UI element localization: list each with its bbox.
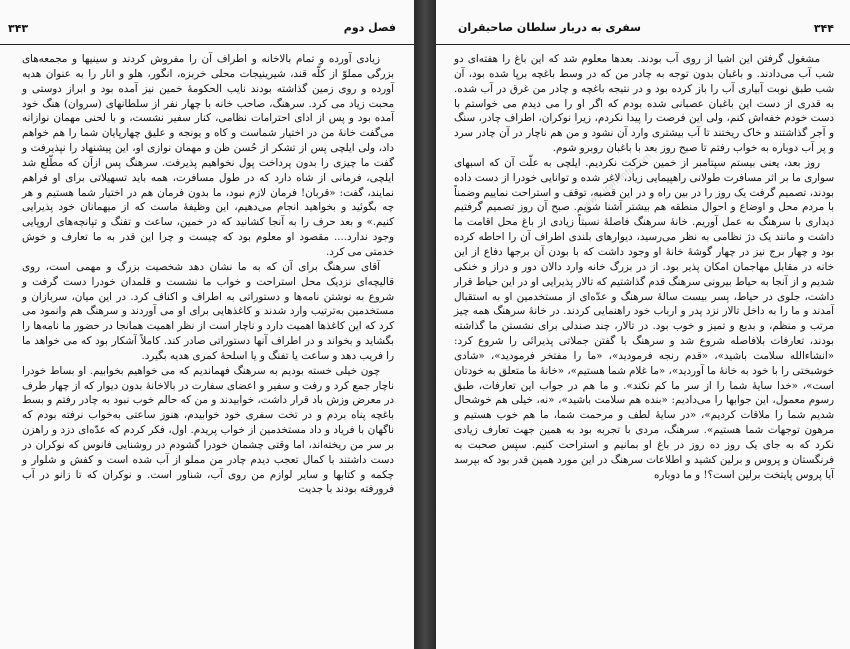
page-header — [436, 0, 850, 45]
page-body — [22, 52, 394, 497]
left-page — [0, 0, 414, 649]
paragraph: مشغول گرفتن این اشیا از روی آب بودند. بعدها معلوم شد که این باغ را هفته‌ای دو شب آب می‌دادند. و باغبان بدون توجه به چادر من که در وسط باغچه برپا شده بود، آن شب طبق نوبت آبیاری آب را باز کرده بود و در نتیجه باغچه و چادر من غرق در آب شده. به قدری از دست این باغبان عصبانی شده بودم که اگر او را می دیدم می خواستم با دست خودم خفه‌اش کنم، ولی این فرصت را پیدا نکردم، زیرا نوکران، اطراف چادر، سنگ و آجر گذاشتند و خاک ریختند تا آب بیشتری وارد آن نشود و من هم ناچار در آن چادر سرد و پر آب دوباره به خواب رفتم تا صبح روز بعد با باغبان روبرو شوم. — [454, 53, 834, 155]
book-gutter — [414, 0, 436, 649]
right-page — [436, 0, 850, 649]
paragraph: آقای سرهنگ برای آن که به ما نشان دهد شخصیت بزرگ و مهمی است، روی قالیچه‌ای نزدیک محل استراحت و خواب ما نشست و قلمدان خودرا دست گرفت و شروع به نوشتن نامه‌ها و دستوراتی به اطراف و اکناف کرد. در این میان، سربازان و مستخدمین به‌ترتیب وارد شدند و کاغذهایی برای او می آوردند و سرهنگ هم وانمود می کرد که این کاغذها اهمیت دارد و ناچار است از نظر اهمیت همانجا در حضور ما نامه‌ها را بگشاید و بخواند و در اطراف آنها دستوراتی صادر کند. کاملاً آشکار بود که می خواهد ما را فریب دهد و ساعت یا تفنگ و یا اسلحهٔ کمری هدیه بگیرد. — [22, 260, 394, 362]
watermark: www.iran-info.com — [581, 151, 654, 211]
page-header — [0, 0, 414, 45]
page-number: ۳۴۳ — [8, 22, 29, 35]
running-title: سفری به دربار سلطان صاحبقران — [458, 21, 641, 34]
page-body — [454, 52, 834, 482]
page-number: ۳۴۴ — [813, 22, 834, 35]
paragraph: زیادی آورده و تمام بالاخانه و اطراف آن را مفروش کردند و سینیها و مجمعه‌های بزرگی مملوّ از کلّه قند، شیرینیجات محلی خربزه، انگور، هلو و انار را به عنوان هدیه آورده و روی زمین گذاشته بودند نایب الحکومهٔ خمین نیز آمده بود و ابراز دوستی و محبت زیاد می کرد. سرهنگ، صاحب خانه با چهار نفر از سلطانهای (سروان) هنگ خود آمده بود و پس از ادای احترامات نظامی، کنار سفیر نشست، و با لحنی مهمان نوازانه می‌گفت خانهٔ من در اختیار شماست و کاه و یونجه و علیق چهارپایان شما را هم خواهم داد، ولی ایلچی پس از تشکر از حُسن ظن و مهمان نوازی او، این پیشنهاد را نپذیرفت و گفت ما چیزی را بدون پرداخت پول نخواهیم پذیرفت. سرهنگ پس ازآن که مطّلع شد ایلچی، فرمانی از شاه دارد که در طول مسافرت، همه باید تسهیلاتی برای او فراهم نمایند، گفت: «قربان! فرمان لازم نبود، ما بدون فرمان هم در اختیار شما هستیم و هر چه بگوئید و بخواهید انجام می‌دهیم، این وظیفهٔ ماست که از میهمانان خود پذیرایی کنیم.» و بعد حرف را به آنجا کشانید که در خمین، ساعت و تفنگ و تپانچه‌های اروپایی وجود ندارد.... مقصود او معلوم بود که چیست و چرا این قدر به ما تعارف و خوش خدمتی می کرد. — [22, 53, 394, 258]
paragraph: چون خیلی خسته بودیم به سرهنگ فهماندیم که می خواهیم بخوابیم. او بساط خودرا ناچار جمع کرد و رفت و سفیر و اعضای سفارت در بالاخانهٔ بدون دیوار که از چهار طرف در معرض وزش باد قرار داشت، خوابیدند و من که حالم خوب نبود به چادر رفتم و بسط باغچه پناه بردم و در تخت سفری خود خوابیدم، هنوز ساعتی به‌خواب نرفته بودم که ناگهان با فریاد و داد مستخدمین از خواب پریدم. اول، فکر کردم که عدّه‌ای دزد و راهزن بر سر من ریخته‌اند، اما وقتی چشمان خودرا گشودم در روشنایی فانوس که نوکران در دست داشتند با کمال تعجب دیدم چادر من مملو از آب شده است و کفش و شلوار و چکمه و کتابها و سایر لوازم من روی آب، شناور است. و نوکران که تا زانو در آب فرورفته بودند با جدیت — [22, 364, 394, 496]
paragraph: روز بعد، یعنی بیستم سپتامبر از خمین حرکت نکردیم. ایلچی به علّت آن که اسبهای سواری ما بر اثر مسافرت طولانی راهپیمایی زیاد، لاغر شده و توانایی خودرا از دست داده بودند، تصمیم گرفت یک روز را در بین راه و در این قصبه، توقف و استراحت نماییم وضمناً با مردم محل و اوضاع و احوال منطقه هم بیشتر آشنا شویم. صبح آن روز تصمیم گرفتیم دیداری با سرهنگ به عمل آوریم. خانهٔ سرهنگ فاصلهٔ نسبتاً زیادی از باغ محل اقامت ما داشت و مانند یک دژ نظامی به نظر می‌رسید، دیوارهای بلندی اطراف آن را احاطه کرده بود و چهار برج نیز در چهار گوشهٔ خانهٔ او وجود داشت که با بودن آن برجها دفاع از این خانه در مقابل مهاجمان امکان پذیر بود. از در بزرگ خانه وارد دالان دور و دراز و خنکی شدیم و از آنجا به حیاط بیرونی سرهنگ قدم گذاشتیم که تالار پذیرایی او در این حیاط قرار داشت، جلوی در حیاط، پسر بیست سالهٔ سرهنگ و عدّه‌ای از مستخدمین او به استقبال آمدند و ما را به داخل تالار نزد پدر و ارباب خود راهنمایی کردند. در خانهٔ سرهنگ همه چیز مرتب و منظم، و بدیع و تمیز و خوب بود. در تالار، چند صندلی برای نشستن ما گذاشته بودند، تعارفات بلافاصله شروع شد و سرهنگ با گفتن جملاتی پذیرائی را شروع کرد: «انشاءالله سلامت باشید»، «قدم رنجه فرمودید»، «ما را مفتخر فرمودید»، «شادی خوشبختی را با خود به خانهٔ ما آوردید»، «ما غلام شما هستیم»، «خانهٔ ما متعلق به خودتان است»، «خدا سایهٔ شما را از سر ما کم نکند». و ما هم در جواب این تعارفات، طبق رسوم معمول، این جوابها را می‌دادیم: «بنده هم سلامت باشید»، «نه، خیلی هم خوشحال شدیم شما را ملاقات کردیم»، «در سایهٔ لطف و مرحمت شما، ما هم خوب هستیم و مرهون توجهات شما هستیم». سرهنگ، مردی با تجربه بود به همین جهت تعارف زیادی نکرد که به جای یک روز ده روز در باغ او بمانیم و استراحت کنیم. سپس صحبت به فرنگستان و پروس و برلین کشید و اطلاعات سرهنگ در این مورد همین قدر بود که بپرسد آیا پروس پایتخت برلین است؟! و ما دوباره — [454, 156, 834, 481]
running-title: فصل دوم — [343, 21, 396, 34]
